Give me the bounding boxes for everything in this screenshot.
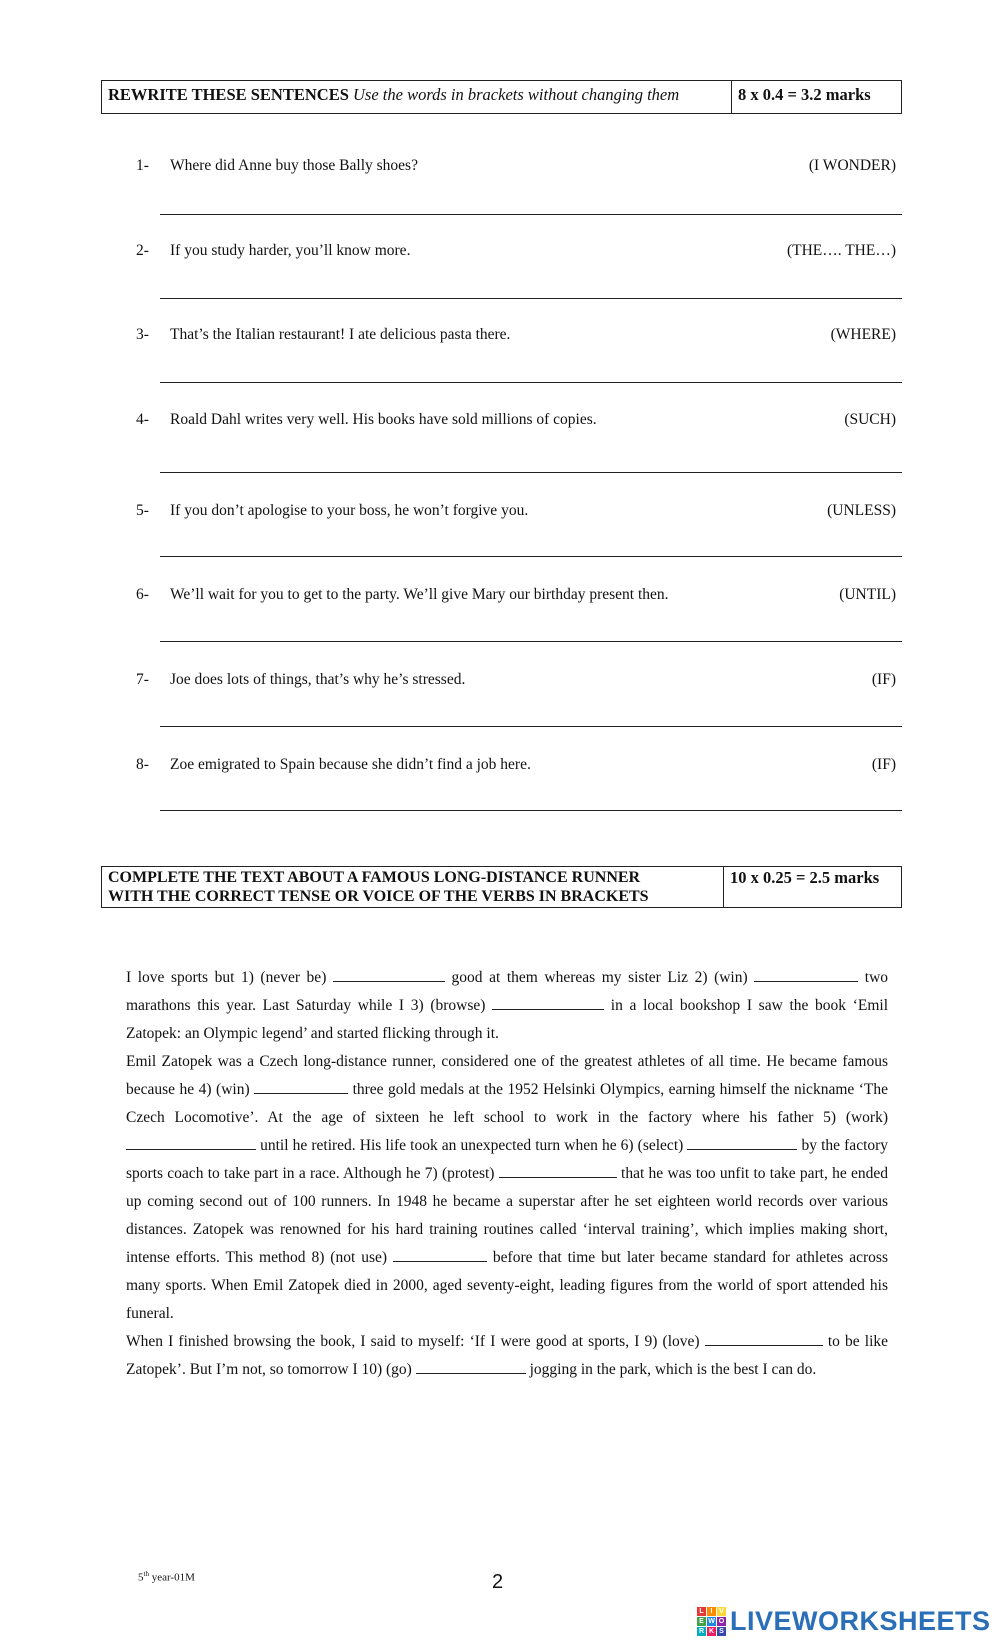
item-sentence: If you study harder, you’ll know more. [170, 242, 411, 259]
answer-line-input[interactable] [160, 472, 902, 473]
passage-text: in a local bookshop I saw the book ‘Emil Zatopek: an Olympic legend’ and started flicking through it. [126, 997, 889, 1042]
item-cue: (SUCH) [844, 411, 896, 428]
logo-tile: L [697, 1607, 706, 1616]
footer-code-sup: th [143, 1570, 149, 1578]
item-cue: (THE…. THE…) [786, 242, 896, 259]
complete-marks: 10 x 0.25 = 2.5 marks [730, 868, 880, 887]
passage-text: by the factory sports coach to take part in a race. Although he 7) (protest) [126, 1137, 889, 1182]
complete-heading-line1: COMPLETE THE TEXT ABOUT A FAMOUS LONG-DISTANCE RUNNER [108, 869, 641, 886]
gap-7-input[interactable] [499, 1163, 617, 1178]
page-number: 2 [492, 1571, 504, 1593]
passage-text: before that time but later became standard for athletes across many sports. When Emil Zatopek died in 2000, aged seventy-eight, leading figures from the world of sport attended his funeral. [126, 1249, 888, 1322]
gap-10-input[interactable] [416, 1359, 526, 1374]
passage-text: I love sports but 1) (never be) [126, 969, 327, 986]
rewrite-subheading: Use the words in brackets without changing them [353, 85, 680, 104]
item-sentence: We’ll wait for you to get to the party. We’ll give Mary our birthday present then. [170, 586, 669, 603]
passage-text: until he retired. His life took an unexpected turn when he 6) (select) [260, 1137, 684, 1154]
rewrite-instructions [102, 81, 732, 113]
answer-line-input[interactable] [160, 298, 902, 299]
gap-6-input[interactable] [687, 1135, 797, 1150]
gap-3-input[interactable] [492, 995, 604, 1010]
logo-tile: I [707, 1607, 716, 1616]
passage-text: three gold medals at the 1952 Helsinki Olympics, earning himself the nickname ‘The Czech Locomotive’. At the age of sixteen he left school to work in the factory where his father 5) (work) [126, 1081, 888, 1126]
item-sentence: That’s the Italian restaurant! I ate delicious pasta there. [170, 326, 511, 343]
item-sentence: Joe does lots of things, that’s why he’s stressed. [170, 671, 466, 688]
footer-code [138, 1570, 195, 1584]
item-number: 1- [136, 157, 149, 174]
brand-name: LIVEWORKSHEETS [730, 1606, 991, 1636]
rewrite-marks: 8 x 0.4 = 3.2 marks [738, 85, 871, 104]
item-cue: (UNLESS) [827, 502, 896, 519]
passage-text: that he was too unfit to take part, he ended up coming second out of 100 runners. In 1948 he became a superstar after he set eighteen world records over various distances. Zatopek was renowned for his hard training routines called ‘interval training’, which implies making short, intense efforts. This method 8) (not use) [126, 1165, 889, 1266]
rewrite-heading: REWRITE THESE SENTENCES [108, 85, 349, 104]
answer-line-input[interactable] [160, 726, 902, 727]
passage-paragraph-3 [126, 1328, 888, 1384]
answer-line-input[interactable] [160, 382, 902, 383]
item-number: 5- [136, 502, 149, 519]
passage [126, 964, 888, 1384]
gap-5-input[interactable] [126, 1135, 256, 1150]
footer-code-prefix: 5 [138, 1571, 144, 1584]
logo-tile: R [698, 1628, 705, 1635]
passage-text: good at them whereas my sister Liz 2) (win) [451, 969, 748, 986]
answer-line-input[interactable] [160, 641, 902, 642]
answer-line-input[interactable] [160, 810, 902, 811]
passage-text: When I finished browsing the book, I said to myself: ‘If I were good at sports, I 9) (love) [126, 1333, 700, 1350]
logo-tile: K [708, 1628, 715, 1635]
complete-heading-line2: WITH THE CORRECT TENSE OR VOICE OF THE VERBS IN BRACKETS [108, 888, 649, 905]
item-number: 2- [136, 242, 149, 259]
passage-text: Emil Zatopek was a Czech long-distance runner, considered one of the greatest athletes of all time. He became famous because he 4) (win) [126, 1053, 888, 1098]
gap-9-input[interactable] [705, 1331, 823, 1346]
footer-code-suffix: year-01M [148, 1571, 195, 1584]
item-sentence: Zoe emigrated to Spain because she didn’t find a job here. [170, 756, 531, 773]
gap-2-input[interactable] [754, 967, 858, 982]
passage-text: jogging in the park, which is the best I can do. [529, 1361, 817, 1378]
item-cue: (IF) [871, 756, 896, 773]
item-sentence: Where did Anne buy those Bally shoes? [170, 157, 418, 174]
gap-4-input[interactable] [254, 1079, 348, 1094]
item-sentence: If you don’t apologise to your boss, he won’t forgive you. [170, 502, 529, 519]
logo-tile: W [708, 1618, 715, 1625]
item-cue: (I WONDER) [808, 157, 896, 174]
item-number: 4- [136, 411, 149, 428]
passage-paragraph-1 [126, 964, 888, 1048]
complete-text-instructions [102, 867, 724, 907]
answer-line-input[interactable] [160, 556, 902, 557]
logo-tile: E [697, 1617, 706, 1626]
item-number: 8- [136, 756, 149, 773]
item-number: 6- [136, 586, 149, 603]
item-cue: (UNTIL) [839, 586, 896, 603]
complete-text-header [101, 866, 902, 908]
answer-line-input[interactable] [160, 214, 902, 215]
gap-8-input[interactable] [393, 1247, 487, 1262]
item-cue: (IF) [871, 671, 896, 688]
item-sentence: Roald Dahl writes very well. His books have sold millions of copies. [170, 411, 597, 428]
logo-tile: V [717, 1607, 726, 1616]
liveworksheets-logo [697, 1606, 991, 1637]
logo-grid-icon [697, 1607, 726, 1636]
item-cue: (WHERE) [830, 326, 896, 343]
gap-1-input[interactable] [333, 967, 445, 982]
passage-paragraph-2 [126, 1048, 888, 1328]
logo-tile: O [718, 1618, 725, 1625]
item-number: 3- [136, 326, 149, 343]
item-number: 7- [136, 671, 149, 688]
passage-text: two marathons this year. Last Saturday while I 3) (browse) [126, 969, 889, 1014]
rewrite-header [101, 80, 902, 114]
logo-tile: S [717, 1627, 726, 1636]
passage-text: to be like Zatopek’. But I’m not, so tomorrow I 10) (go) [126, 1333, 889, 1378]
